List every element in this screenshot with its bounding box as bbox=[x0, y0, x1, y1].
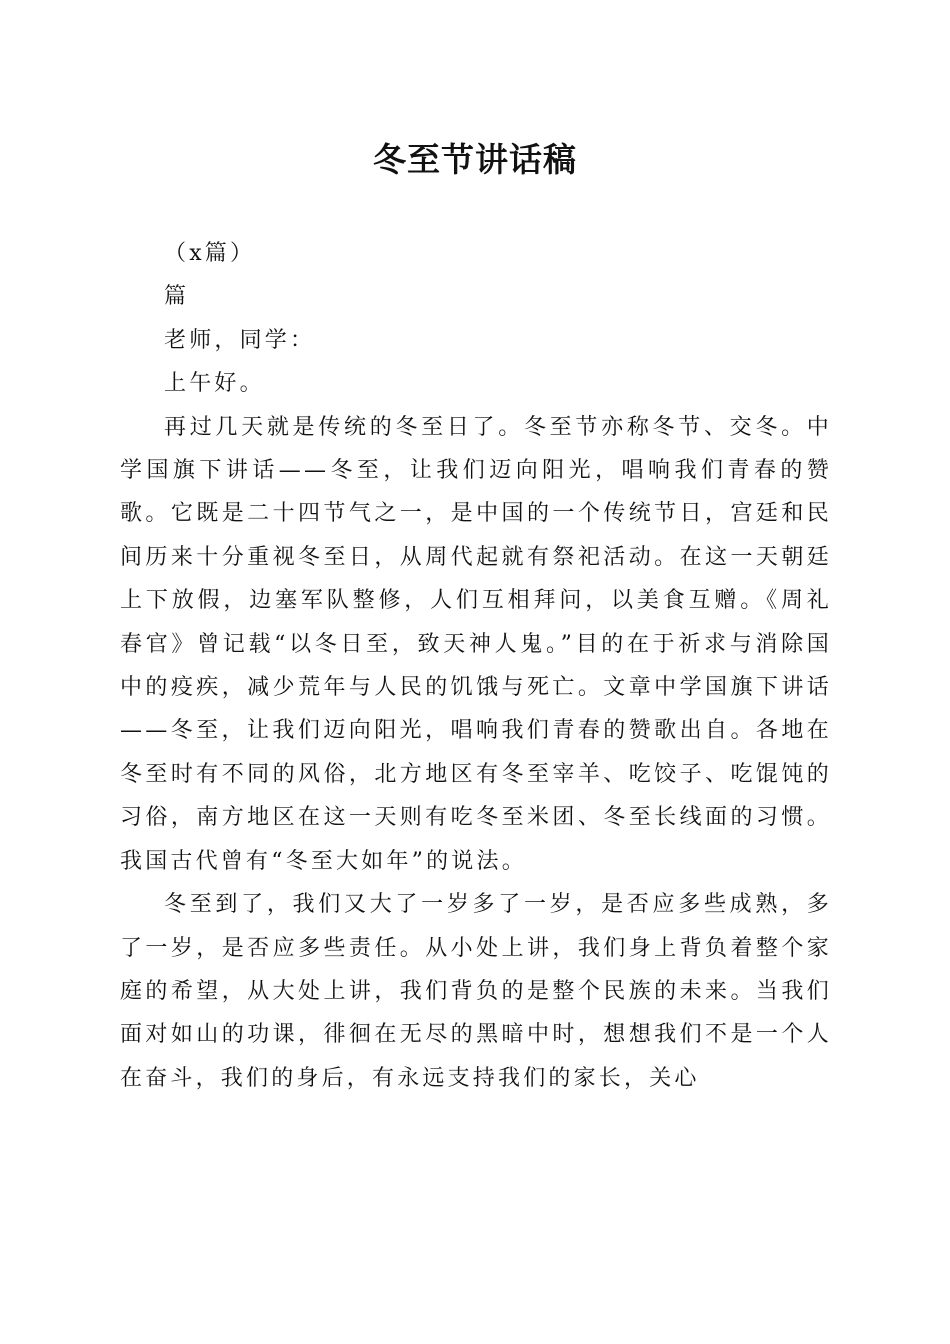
paragraph-subtitle: （x篇） bbox=[164, 241, 256, 266]
paragraph-salutation: 老师，同学： bbox=[164, 327, 316, 353]
paragraph-greeting: 上午好。 bbox=[164, 371, 265, 397]
document-title: 冬至节讲话稿 bbox=[373, 140, 577, 179]
paragraph-body: 再过几天就是传统的冬至日了。冬至节亦称冬节、交冬。中学国旗下讲话——冬至，让我们迈向阳光，唱响我们青春的赞歌。它既是二十四节气之一，是中国的一个传统节日，宫廷和民间历来十分重视冬至日，从周代起就有祭祀活动。在这一天朝廷上下放假，边塞军队整修，人们互相拜问，以美食互赠。《周礼春官》曾记载“以冬日至，致天神人鬼。”目的在于祈求与消除国中的疫疾，减少荒年与人民的饥饿与死亡。文章中学国旗下讲话——冬至，让我们迈向阳光，唱响我们青春的赞歌出自。各地在冬至时有不同的风俗，北方地区有冬至宰羊、吃饺子、吃馄饨的习俗，南方地区在这一天则有吃冬至米团、冬至长线面的习惯。我国古代曾有“冬至大如年”的说法。 bbox=[120, 414, 832, 874]
paragraph-body: 冬至到了，我们又大了一岁多了一岁，是否应多些成熟，多了一岁，是否应多些责任。从小处上讲，我们身上背负着整个家庭的希望，从大处上讲，我们背负的是整个民族的未来。当我们面对如山的功课，徘徊在无尽的黑暗中时，想想我们不是一个人在奋斗，我们的身后，有永远支持我们的家长，关心 bbox=[120, 892, 832, 1091]
document-body bbox=[120, 232, 832, 1100]
paragraph-section-marker: 篇 bbox=[164, 284, 190, 310]
